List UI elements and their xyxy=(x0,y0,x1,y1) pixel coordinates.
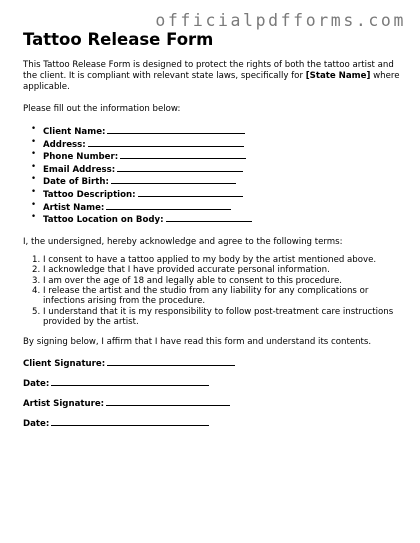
address-line[interactable] xyxy=(88,138,244,147)
client-date-row xyxy=(23,377,400,390)
client-name-line[interactable] xyxy=(107,125,245,134)
field-phone-number xyxy=(43,150,400,163)
form-page xyxy=(23,30,400,430)
field-address xyxy=(43,138,400,151)
artist-signature-row xyxy=(23,397,400,410)
term-text: I am over the age of 18 and legally able to consent to this procedure. xyxy=(43,275,343,286)
term-number: 4. xyxy=(32,285,41,296)
term-item xyxy=(32,285,400,307)
signature-label: Date: xyxy=(23,418,50,429)
agree-statement: I, the undersigned, hereby acknowledge and agree to the following terms: xyxy=(23,236,343,247)
term-text: I release the artist and the studio from any liability for any complications or infections arising from the procedure. xyxy=(43,285,369,307)
date-of-birth-line[interactable] xyxy=(111,175,236,184)
affirm-statement: By signing below, I affirm that I have read this form and understand its contents. xyxy=(23,336,372,347)
intro-text-before: This Tattoo Release Form is designed to protect the rights of both the tattoo artist and the client. It is compliant with relevant state laws, specifically for xyxy=(23,60,394,81)
client-signature-line[interactable] xyxy=(107,357,235,366)
page-title: Tattoo Release Form xyxy=(23,30,214,49)
term-number: 3. xyxy=(32,275,41,286)
field-tattoo-description xyxy=(43,188,400,201)
signature-label: Date: xyxy=(23,378,50,389)
client-info-fields xyxy=(23,125,400,226)
field-artist-name xyxy=(43,201,400,214)
artist-name-line[interactable] xyxy=(106,201,231,210)
term-number: 2. xyxy=(32,265,41,276)
field-client-name xyxy=(43,125,400,138)
field-email-address xyxy=(43,163,400,176)
field-label: Tattoo Description: xyxy=(43,189,136,200)
term-text: I consent to have a tattoo applied to my body by the artist mentioned above. xyxy=(43,254,377,265)
watermark: officialpdfforms.com xyxy=(155,11,406,30)
term-number: 1. xyxy=(32,254,41,265)
fill-prompt: Please fill out the information below: xyxy=(23,104,181,114)
term-item xyxy=(32,275,400,286)
term-text: I acknowledge that I have provided accurate personal information. xyxy=(43,265,330,276)
client-signature-row xyxy=(23,357,400,370)
field-label: Date of Birth: xyxy=(43,177,109,188)
field-label: Address: xyxy=(43,139,86,150)
field-label: Phone Number: xyxy=(43,152,119,163)
term-text: I understand that it is my responsibility to follow post-treatment care instructions provided by the artist. xyxy=(43,306,394,328)
signature-label: Client Signature: xyxy=(23,358,106,369)
field-tattoo-location xyxy=(43,213,400,226)
term-number: 5. xyxy=(32,306,41,317)
tattoo-description-line[interactable] xyxy=(138,188,243,197)
artist-signature-line[interactable] xyxy=(106,397,230,406)
term-item xyxy=(32,254,400,265)
signature-label: Artist Signature: xyxy=(23,398,105,409)
tattoo-location-line[interactable] xyxy=(166,213,252,222)
phone-number-line[interactable] xyxy=(120,150,246,159)
artist-date-line[interactable] xyxy=(51,417,209,426)
field-label: Client Name: xyxy=(43,127,106,137)
intro-text-after: where applicable. xyxy=(23,71,400,92)
field-date-of-birth xyxy=(43,175,400,188)
artist-date-row xyxy=(23,417,400,430)
intro-paragraph xyxy=(23,60,400,93)
email-address-line[interactable] xyxy=(117,163,243,172)
term-item xyxy=(32,265,400,276)
terms-list xyxy=(23,255,400,328)
field-label: Email Address: xyxy=(43,164,116,175)
field-label: Tattoo Location on Body: xyxy=(43,215,164,226)
term-item xyxy=(32,306,400,328)
field-label: Artist Name: xyxy=(43,202,105,213)
state-name-placeholder: [State Name] xyxy=(305,71,371,81)
client-date-line[interactable] xyxy=(51,377,209,386)
